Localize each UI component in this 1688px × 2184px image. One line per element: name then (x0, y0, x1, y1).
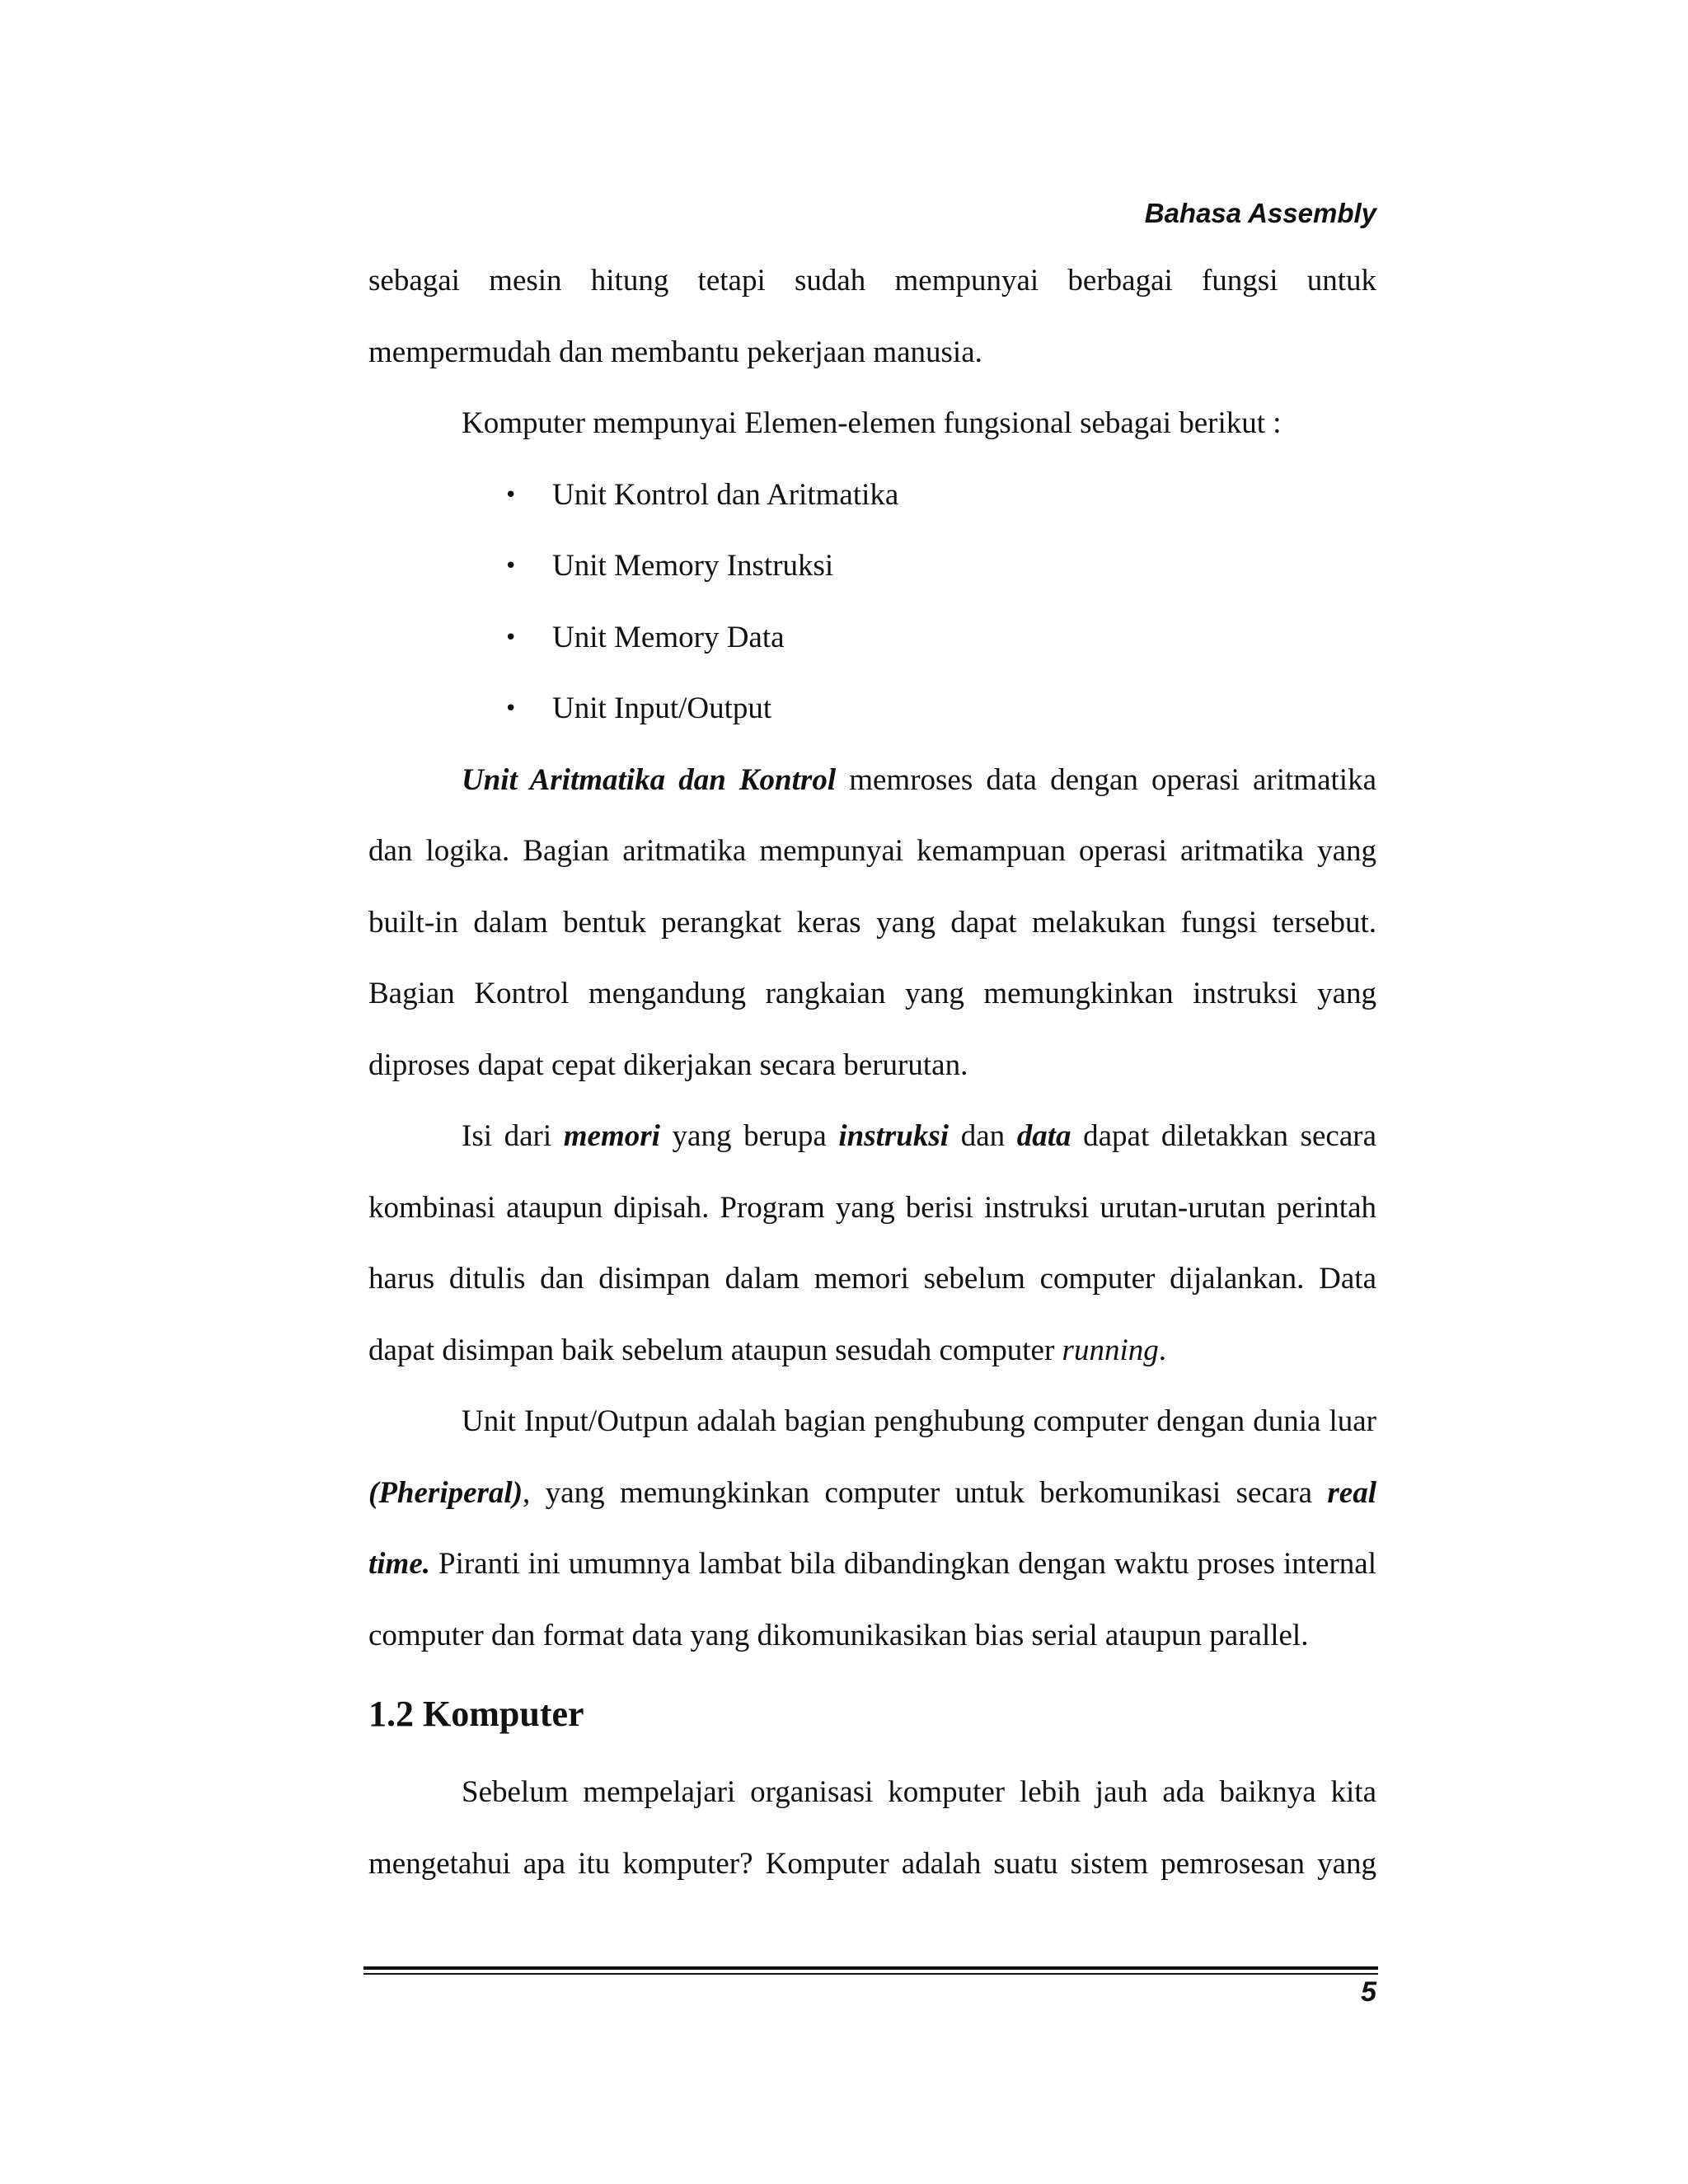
body-text (368, 246, 1376, 1900)
emphasis-term: real time. (368, 1475, 1376, 1581)
list-item (368, 531, 1376, 602)
list-item-text: Unit Memory Data (552, 620, 785, 654)
list-item-text: Unit Input/Output (552, 691, 772, 725)
list-item (368, 673, 1376, 745)
running-header: Bahasa Assembly (1144, 198, 1376, 228)
page-number: 5 (1361, 1976, 1376, 2008)
emphasis-term: instruksi (838, 1119, 950, 1153)
list-item (368, 602, 1376, 674)
section-heading: 1.2 Komputer (368, 1694, 584, 1734)
bullet-icon: • (504, 482, 518, 508)
italic-term: running (1062, 1333, 1159, 1367)
paragraph-komputer-intro: Sebelum mempelajari organisasi komputer lebih jauh ada baiknya kita mengetahui apa itu komputer? Komputer adalah suatu sistem pemrosesan yang (368, 1775, 1376, 1881)
bullet-icon: • (504, 625, 518, 650)
paragraph-input-output: Unit Input/Outpun adalah bagian penghubung computer dengan dunia luar (Pheriperal), yang memungkinkan computer untuk berkomunikasi secara real time. Piranti ini umumnya lambat bila dibandingkan dengan waktu proses internal computer dan format data yang dikomunikasikan bias serial ataupun parallel. (368, 1404, 1376, 1652)
list-item (368, 460, 1376, 532)
paragraph-elements-intro: Komputer mempunyai Elemen-elemen fungsional sebagai berikut : (462, 406, 1282, 440)
paragraph-continued: sebagai mesin hitung tetapi sudah mempunyai berbagai fungsi untuk mempermudah dan membantu pekerjaan manusia. (368, 264, 1376, 369)
emphasis-term: (Pheriperal) (368, 1475, 523, 1510)
footer-rule-thin (363, 1973, 1378, 1975)
list-item-text: Unit Memory Instruksi (552, 549, 834, 583)
emphasis-term: Unit Aritmatika dan Kontrol (462, 762, 837, 797)
bullet-icon: • (504, 554, 518, 579)
footer-rule-thick (363, 1966, 1378, 1970)
list-item-text: Unit Kontrol dan Aritmatika (552, 477, 899, 512)
bullet-icon: • (504, 696, 518, 721)
emphasis-term: data (1016, 1119, 1071, 1153)
paragraph-memory: Isi dari memori yang berupa instruksi dan data dapat diletakkan secara kombinasi ataupun dipisah. Program yang berisi instruksi urutan-urutan perintah harus ditulis dan disimpan dalam memori sebelum computer dijalankan. Data dapat disimpan baik sebelum ataupun sesudah computer running. (368, 1119, 1376, 1367)
functional-elements-list (368, 460, 1376, 745)
emphasis-term: memori (563, 1119, 660, 1153)
paragraph-arithmetic-control: Unit Aritmatika dan Kontrol memroses data dengan operasi aritmatika dan logika. Bagian aritmatika mempunyai kemampuan operasi aritmatika yang built-in dalam bentuk perangkat keras yang dapat melakukan fungsi tersebut. Bagian Kontrol mengandung rangkaian yang memungkinkan instruksi yang diproses dapat cepat dikerjakan secara berurutan. (368, 762, 1376, 1082)
